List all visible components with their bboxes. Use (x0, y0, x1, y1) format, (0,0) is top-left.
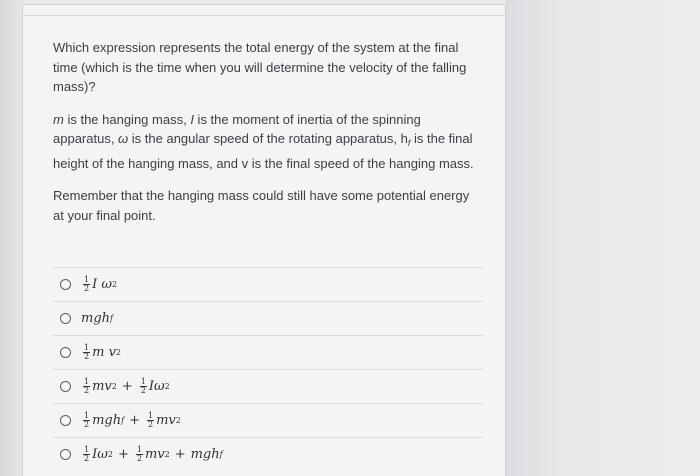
formula: $\frac{1}{2}$ mgh f + $\frac{1}{2}$ mv 2 (84, 411, 181, 429)
formula: $\frac{1}{2}$ I ω 2 + $\frac{1}{2}$ mv 2 + mgh f (84, 445, 223, 463)
fraction-half: $\frac{1}{2}$ (136, 445, 142, 463)
formula: $\frac{1}{2}$ m v 2 (84, 343, 122, 361)
option-potential-energy[interactable] (53, 301, 483, 335)
var-h: h (400, 131, 408, 146)
question-text-block (53, 38, 483, 238)
radio-button[interactable] (60, 381, 71, 392)
radio-button[interactable] (60, 415, 71, 426)
fraction-half: $\frac{1}{2}$ (148, 411, 154, 429)
fraction-half: $\frac{1}{2}$ (84, 411, 90, 429)
option-translational-ke[interactable] (53, 335, 483, 369)
fraction-half: $\frac{1}{2}$ (140, 377, 146, 395)
card-top-border (23, 5, 505, 16)
var-omega: ω (118, 131, 129, 146)
formula: $\frac{1}{2}$ mv 2 + $\frac{1}{2}$ I ω 2 (84, 377, 170, 395)
radio-button[interactable] (60, 313, 71, 324)
fraction-half: $\frac{1}{2}$ (84, 445, 90, 463)
question-reminder: Remember that the hanging mass could still have some potential energy at your final point. (53, 188, 470, 223)
formula: mgh f (81, 311, 113, 326)
radio-button[interactable] (60, 279, 71, 290)
formula: $\frac{1}{2}$ I ω 2 (84, 275, 118, 293)
question-definitions: m is the hanging mass, I is the moment of inertia of the spinning apparatus, ω is the angular speed of the rotating apparatus, $h_f$ is the final height of the hanging mass, and v is the final speed of the hanging mass. (53, 111, 474, 171)
option-total-energy[interactable] (53, 437, 483, 471)
question-prompt: Which expression represents the total energy of the system at the final time (which is the time when you will determine the velocity of the falling mass)? (53, 40, 467, 94)
question-card (22, 4, 506, 476)
fraction-half: $\frac{1}{2}$ (84, 377, 90, 395)
option-total-kinetic[interactable] (53, 369, 483, 403)
background-right (506, 0, 700, 476)
option-rotational-ke[interactable] (53, 267, 483, 301)
var-m: m (53, 111, 64, 127)
radio-button[interactable] (60, 347, 71, 358)
answer-options (53, 267, 483, 471)
fraction-half: $\frac{1}{2}$ (84, 343, 90, 361)
var-I: I (190, 111, 194, 127)
fraction-half: $\frac{1}{2}$ (84, 275, 90, 293)
option-half-pe-plus-ke[interactable] (53, 403, 483, 437)
var-h-sub: f (407, 138, 411, 148)
radio-button[interactable] (60, 449, 71, 460)
